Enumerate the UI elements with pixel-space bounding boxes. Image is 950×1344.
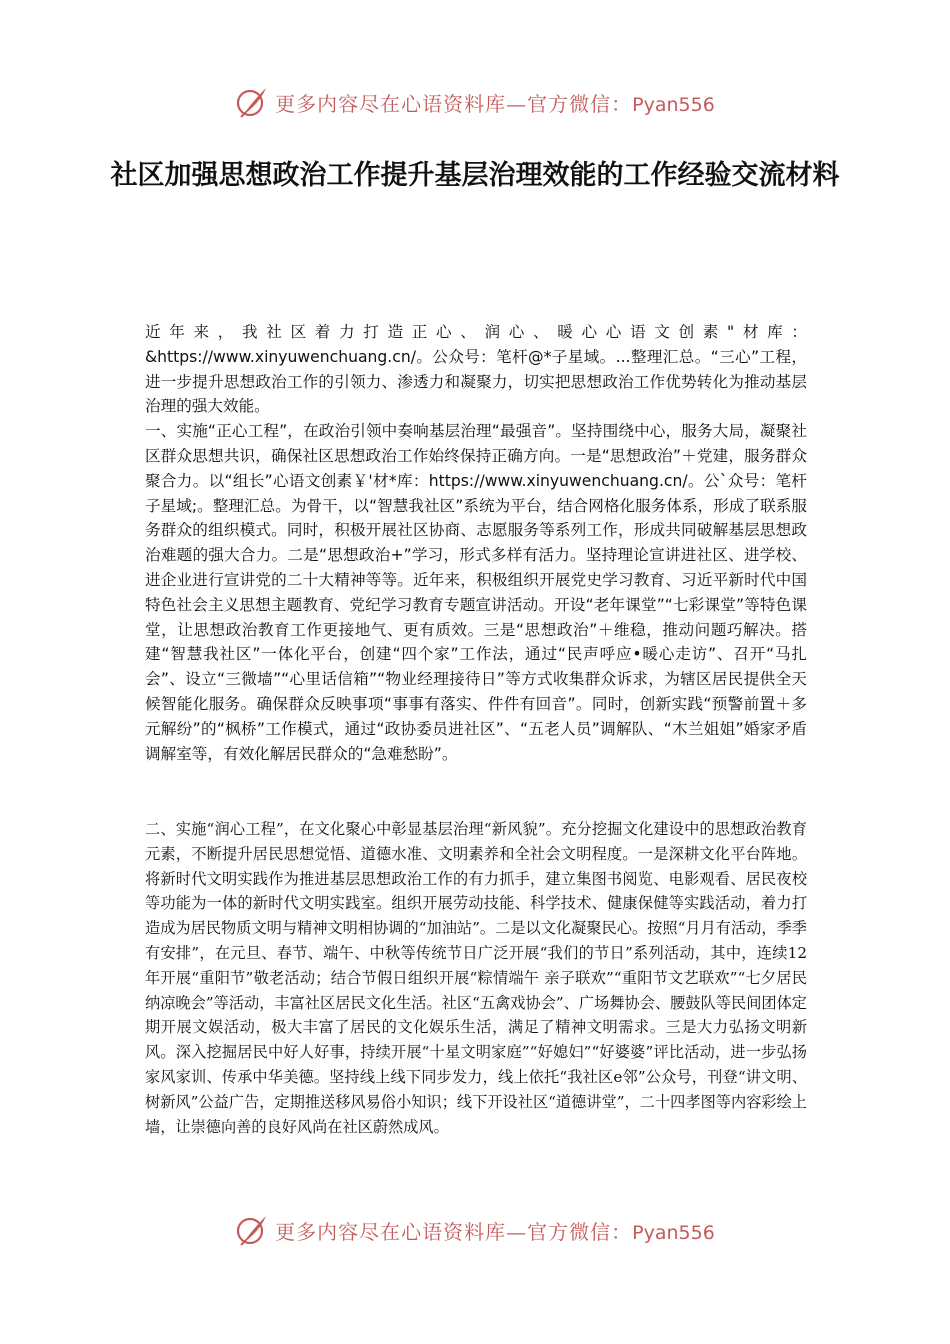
footer-banner xyxy=(0,1208,950,1252)
section-one-paragraph: 一、实施“正心工程”，在政治引领中奏响基层治理“最强音”。坚持围绕中心，服务大局，凝聚社区群众思想共识，确保社区思想政治工作始终保持正确方向。一是“思想政治”＋党建，服务群众聚合力。以“组长”心语文创素￥'材*库：https://www.xinyuwenchuang.cn/。公`众号：笔杆子星域;。整理汇总。为骨干，以“智慧我社区”系统为平台，结合网格化服务体系，形成了联系服务群众的组织模式。同时，积极开展社区协商、志愿服务等系列工作，形成共同破解基层思想政治难题的强大合力。二是“思想政治+”学习，形式多样有活力。坚持理论宣讲进社区、进学校、进企业进行宣讲党的二十大精神等等。近年来，积极组织开展党史学习教育、习近平新时代中国特色社会主义思想主题教育、党纪学习教育专题宣讲活动。开设“老年课堂”“七彩课堂”等特色课堂，让思想政治教育工作更接地气、更有质效。三是“思想政治”＋维稳，推动问题巧解决。搭建“智慧我社区”一体化平台，创建“四个家”工作法，通过“民声呼应•暖心走访”、召开“马扎会”、设立“三微墙”“心里话信箱”“物业经理接待日”等方式收集群众诉求，为辖区居民提供全天候智能化服务。确保群众反映事项“事事有落实、件件有回音”。同时，创新实践“预警前置＋多元解纷”的“枫桥”工作模式，通过“政协委员进社区”、“五老人员”调解队、“木兰姐姐”婚家矛盾调解室等，有效化解居民群众的“急难愁盼”。 xyxy=(145,422,807,763)
wechat-id: Pyan556 xyxy=(632,93,715,116)
intro-paragraph: 近年来，我社区着力打造正心、润心、暖心心语文创素"材库：&https://www.xinyuwenchuang.cn/。公众号：笔杆@*子星域。...整理汇总。“三心”工程，进一步提升思想政治工作的引领力、渗透力和凝聚力，切实把思想政治工作优势转化为推动基层治理的强大效能。 xyxy=(145,323,807,416)
document-title: 社区加强思想政治工作提升基层治理效能的工作经验交流材料 xyxy=(110,160,840,191)
document-body-serif xyxy=(145,817,807,1139)
section-two-paragraph: 二、实施“润心工程”，在文化聚心中彰显基层治理“新风貌”。充分挖掘文化建设中的思想政治教育元素，不断提升居民思想觉悟、道德水准、文明素养和全社会文明程度。一是深耕文化平台阵地。将新时代文明实践作为推进基层思想政治工作的有力抓手，建立集图书阅览、电影观看、居民夜校等功能为一体的新时代文明实践室。组织开展劳动技能、科学技术、健康保健等实践活动，着力打造成为居民物质文明与精神文明相协调的“加油站”。二是以文化凝聚民心。按照“月月有活动，季季有安排”，在元旦、春节、端午、中秋等传统节日广泛开展“我们的节日”系列活动，其中，连续12年开展“重阳节”敬老活动；结合节假日组织开展“粽情端午 亲子联欢”“重阳节文艺联欢”“七夕居民纳凉晚会”等活动，丰富社区居民文化生活。社区“五禽戏协会”、广场舞协会、腰鼓队等民间团体定期开展文娱活动，极大丰富了居民的文化娱乐生活，满足了精神文明需求。三是大力弘扬文明新风。深入挖掘居民中好人好事，持续开展“十星文明家庭”“好媳妇”“好婆婆”评比活动，进一步弘扬家风家训、传承中华美德。坚持线上线下同步发力，线上依托“我社区e邻”公众号，刊登“讲文明、树新风”公益广告，定期推送移风易俗小知识；线下开设社区“道德讲堂”，二十四孝图等内容彩绘上墙，让崇德向善的良好风尚在社区蔚然成风。 xyxy=(145,820,807,1136)
banner-text: 更多内容尽在心语资料库—官方微信：Pyan556 xyxy=(275,1219,715,1244)
quill-pen-logo-icon xyxy=(235,85,269,119)
wechat-id: Pyan556 xyxy=(632,1221,715,1244)
banner-text: 更多内容尽在心语资料库—官方微信：Pyan556 xyxy=(275,91,715,116)
document-body-sans xyxy=(145,320,807,766)
quill-pen-logo-icon xyxy=(235,1213,269,1247)
header-banner xyxy=(0,80,950,124)
